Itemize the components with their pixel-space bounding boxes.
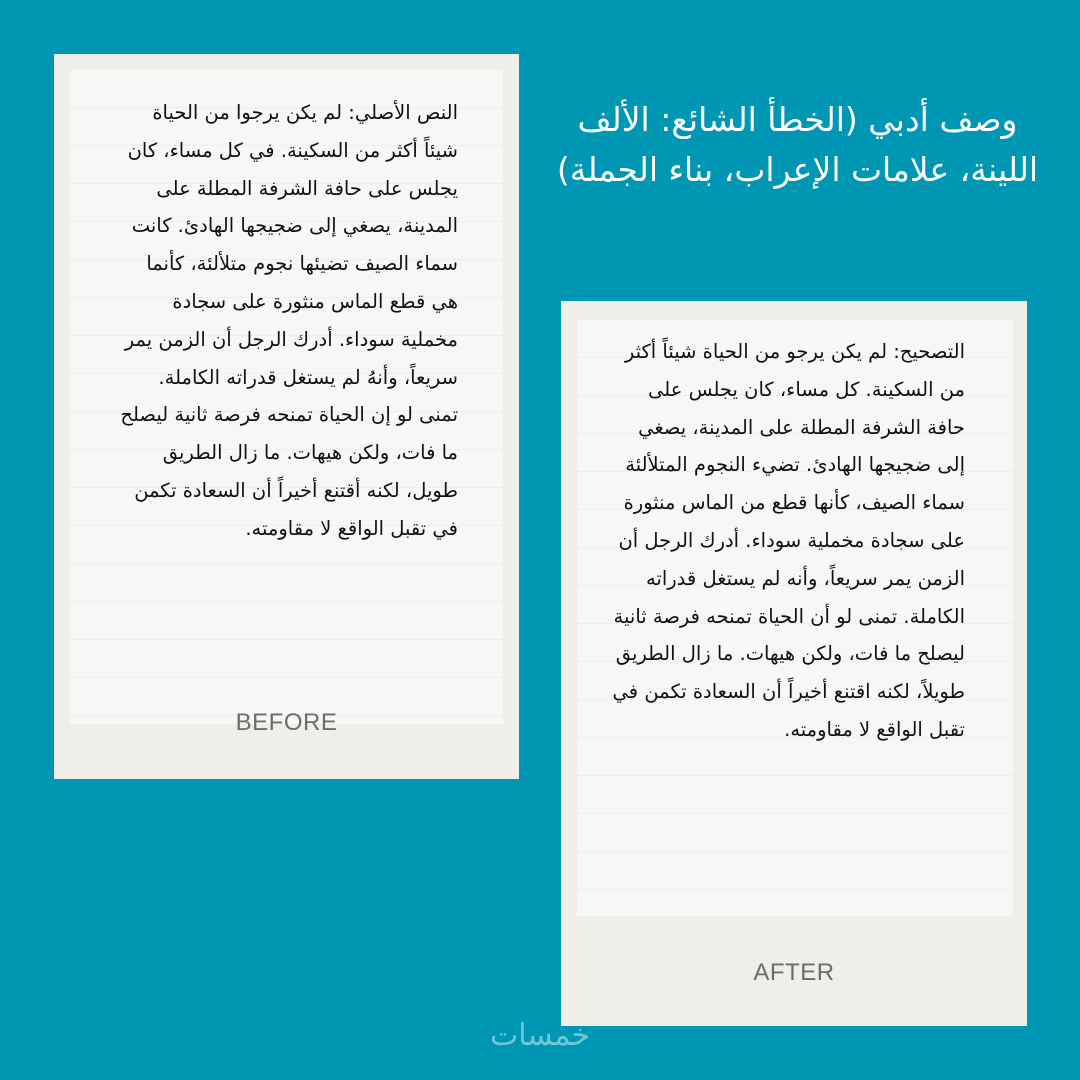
after-card [561,301,1027,1026]
after-text: التصحيح: لم يكن يرجو من الحياة شيئاً أكثر من السكينة. كل مساء، كان يجلس على حافة الشرفة المطلة على المدينة، يصغي إلى ضجيجها الهادئ. تضيء النجوم المتلألئة سماء الصيف، كأنها قطع من الماس منثورة على سجادة مخملية سوداء. أدرك الرجل أن الزمن يمر سريعاً، وأنه لم يستغل قدراته الكاملة. تمنى لو أن الحياة تمنحه فرصة ثانية ليصلح ما فات، ولكن هيهات. ما زال الطريق طويلاً، لكنه اقتنع أخيراً أن السعادة تكمن في تقبل الواقع لا مقاومته. [612,340,965,741]
before-label: BEFORE [235,709,338,736]
after-label: AFTER [753,959,835,986]
watermark-logo: خمسات [489,1018,591,1053]
before-text: النص الأصلي: لم يكن يرجوا من الحياة شيئاً أكثر من السكينة. في كل مساء، كان يجلس على حافة الشرفة المطلة على المدينة، يصغي إلى ضجيجها الهادئ. كانت سماء الصيف تضيئها نجوم متلألئة، كأنما هي قطع الماس منثورة على سجادة مخملية سوداء. أدرك الرجل أن الزمن يمر سريعاً، وأنهُ لم يستغل قدراته الكاملة. تمنى لو إن الحياة تمنحه فرصة ثانية ليصلح ما فات، ولكن هيهات. ما زال الطريق طويل، لكنه أقتنع أخيراً أن السعادة تكمن في تقبل الواقع لا مقاومته. [120,101,458,540]
page-title: وصف أدبي (الخطأ الشائع: الألف اللينة، علامات الإعراب، بناء الجملة) [556,100,1039,189]
before-card [54,54,519,779]
